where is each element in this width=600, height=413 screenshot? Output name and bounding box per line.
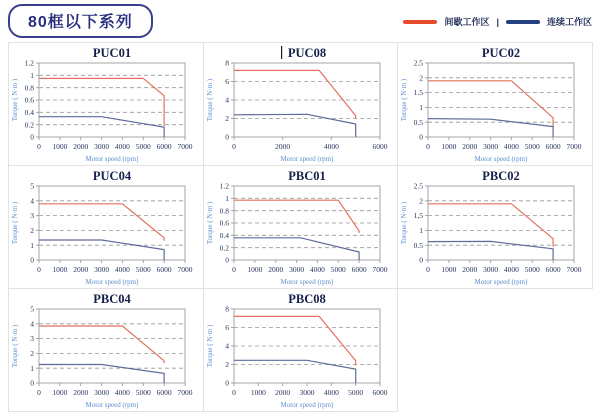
x-tick-label: 6000 — [372, 142, 388, 151]
torque-speed-chart — [204, 43, 398, 166]
chart-cell-pbc04 — [9, 289, 204, 412]
y-tick-label: 1 — [30, 70, 34, 80]
x-tick-label: 4000 — [323, 142, 339, 151]
x-tick-label: 3000 — [94, 142, 110, 151]
x-tick-label: 3000 — [288, 265, 304, 274]
x-tick-label: 3000 — [483, 142, 499, 151]
x-tick-label: 2000 — [462, 265, 478, 274]
legend — [403, 15, 592, 28]
y-tick-label: 0 — [224, 378, 229, 388]
chart-cell-puc01 — [9, 43, 204, 166]
x-tick-label: 5000 — [347, 388, 363, 397]
curve — [234, 316, 356, 365]
x-tick-label: 5000 — [330, 265, 346, 274]
y-tick-label: 0 — [419, 255, 424, 265]
chart-cell-pbc01 — [204, 166, 399, 289]
x-tick-label: 7000 — [566, 142, 582, 151]
continuous-zone-swatch — [506, 20, 540, 24]
y-axis-label: Torque ( N·m ) — [11, 201, 19, 245]
y-tick-label: 1 — [30, 363, 34, 373]
y-tick-label: 6 — [224, 77, 229, 87]
x-tick-label: 2000 — [73, 265, 89, 274]
y-tick-label: 1.2 — [219, 181, 229, 191]
x-tick-label: 3000 — [94, 265, 110, 274]
torque-speed-chart — [9, 43, 203, 166]
y-tick-label: 4 — [224, 341, 229, 351]
y-tick-label: 0.6 — [219, 218, 229, 228]
x-tick-label: 2000 — [274, 388, 290, 397]
x-tick-label: 4000 — [114, 142, 130, 151]
y-tick-label: 8 — [224, 58, 229, 68]
x-tick-label: 5000 — [525, 265, 541, 274]
x-tick-label: 0 — [231, 142, 236, 151]
y-tick-label: 5 — [30, 304, 34, 314]
chart-grid — [8, 42, 593, 412]
torque-speed-chart — [204, 289, 398, 412]
y-tick-label: 2 — [30, 226, 34, 235]
x-tick-label: 0 — [37, 388, 41, 397]
y-tick-label: 2.5 — [413, 58, 424, 68]
x-tick-label: 6000 — [545, 265, 561, 274]
x-tick-label: 2000 — [462, 142, 478, 151]
curve — [39, 326, 164, 363]
x-tick-label: 6000 — [156, 265, 172, 274]
x-tick-label: 0 — [426, 142, 431, 151]
x-tick-label: 1000 — [52, 142, 68, 151]
x-tick-label: 5000 — [525, 142, 541, 151]
x-tick-label: 2000 — [274, 142, 290, 151]
x-tick-label: 6000 — [545, 142, 561, 151]
x-tick-label: 0 — [231, 265, 236, 274]
y-tick-label: 0.2 — [219, 243, 229, 253]
y-tick-label: 0 — [224, 255, 229, 265]
x-tick-label: 5000 — [135, 388, 151, 397]
y-tick-label: 1,5 — [413, 211, 424, 221]
x-tick-label: 1000 — [250, 388, 266, 397]
chart-title: PBC02 — [482, 169, 521, 183]
y-tick-label: 0.8 — [219, 206, 229, 216]
y-tick-label: 5 — [30, 181, 34, 191]
torque-speed-chart — [398, 43, 592, 166]
chart-cell-puc08 — [204, 43, 399, 166]
plot-border — [39, 309, 185, 383]
x-tick-label: 6000 — [351, 265, 367, 274]
y-tick-label: 4 — [30, 196, 34, 206]
x-tick-label: 2000 — [73, 388, 89, 397]
y-axis-label: Torque ( N·m ) — [400, 201, 409, 245]
x-tick-label: 6000 — [156, 388, 172, 397]
x-tick-label: 4000 — [504, 265, 520, 274]
curve — [428, 204, 553, 247]
x-axis-label: Motor speed (rpm) — [474, 278, 528, 286]
x-tick-label: 4000 — [323, 388, 339, 397]
x-tick-label: 7000 — [177, 265, 193, 274]
x-tick-label: 5000 — [135, 142, 151, 151]
chart-cell-pbc08 — [204, 289, 399, 412]
x-tick-label: 0 — [37, 265, 41, 274]
y-tick-label: 3 — [30, 211, 34, 221]
chart-title: PBC01 — [287, 169, 326, 183]
y-tick-label: 1 — [30, 240, 34, 250]
y-tick-label: 0.5 — [413, 117, 424, 127]
y-tick-label: 1 — [419, 226, 424, 235]
y-tick-label: 0.6 — [24, 95, 34, 105]
x-tick-label: 3000 — [483, 265, 499, 274]
y-tick-label: 0.5 — [413, 240, 424, 250]
x-tick-label: 1000 — [52, 265, 68, 274]
empty-cell — [398, 289, 593, 412]
y-tick-label: 1 — [419, 103, 424, 112]
y-tick-label: 6 — [224, 323, 229, 333]
curve — [39, 204, 164, 241]
x-axis-label: Motor speed (rpm) — [85, 155, 139, 163]
x-tick-label: 6000 — [156, 142, 172, 151]
x-axis-label: Motor speed (rpm) — [85, 278, 139, 286]
y-tick-label: 8 — [224, 304, 229, 314]
y-tick-label: 0.8 — [24, 83, 34, 93]
series-title-badge — [8, 4, 153, 38]
y-tick-label: 0 — [30, 132, 34, 142]
y-tick-label: 3 — [30, 334, 34, 344]
x-tick-label: 7000 — [566, 265, 582, 274]
curve — [39, 240, 164, 260]
x-tick-label: 7000 — [372, 265, 388, 274]
y-axis-label: Torque ( N·m ) — [205, 201, 214, 245]
torque-speed-chart — [9, 166, 203, 289]
continuous-zone-label: 连续工作区 — [546, 17, 592, 27]
curve — [234, 114, 356, 137]
x-tick-label: 2000 — [73, 142, 89, 151]
curve — [234, 70, 356, 119]
x-axis-label: Motor speed (rpm) — [280, 401, 334, 409]
x-tick-label: 7000 — [177, 388, 193, 397]
x-tick-label: 5000 — [135, 265, 151, 274]
x-tick-label: 0 — [426, 265, 431, 274]
y-tick-label: 2 — [224, 114, 229, 124]
y-tick-label: 0.4 — [219, 230, 229, 240]
y-tick-label: 2 — [419, 73, 424, 83]
chart-title: PBC08 — [287, 292, 326, 306]
y-tick-label: 0.4 — [24, 107, 34, 117]
x-tick-label: 2000 — [267, 265, 283, 274]
chart-title: PUC02 — [482, 46, 521, 60]
curve — [39, 365, 164, 384]
legend-separator: | — [496, 16, 499, 27]
x-axis-label: Motor speed (rpm) — [280, 278, 334, 286]
y-tick-label: 2 — [30, 349, 34, 358]
x-tick-label: 1000 — [441, 265, 457, 274]
chart-cell-puc04 — [9, 166, 204, 289]
intermittent-zone-swatch — [403, 20, 437, 24]
curve — [234, 200, 359, 233]
torque-speed-chart — [204, 166, 398, 289]
curve — [428, 241, 553, 260]
y-tick-label: 1.2 — [24, 58, 34, 68]
y-axis-label: Torque ( N·m ) — [205, 78, 214, 122]
text-cursor-artifact — [281, 46, 282, 59]
x-tick-label: 1000 — [441, 142, 457, 151]
x-tick-label: 3000 — [299, 388, 315, 397]
x-axis-label: Motor speed (rpm) — [280, 155, 334, 163]
page-header — [0, 0, 600, 42]
x-tick-label: 4000 — [114, 388, 130, 397]
y-tick-label: 0.2 — [24, 120, 34, 130]
x-tick-label: 1000 — [52, 388, 68, 397]
curve — [39, 78, 164, 126]
y-axis-label: Torque ( N·m ) — [400, 78, 409, 122]
x-tick-label: 0 — [231, 388, 236, 397]
chart-title: PUC01 — [92, 46, 132, 60]
chart-cell-pbc02 — [398, 166, 593, 289]
y-tick-label: 4 — [30, 319, 34, 329]
y-tick-label: 0 — [30, 378, 34, 388]
x-tick-label: 0 — [37, 142, 41, 151]
x-tick-label: 1000 — [247, 265, 263, 274]
curve — [428, 119, 553, 137]
y-axis-label: Torque ( N·m ) — [11, 324, 19, 368]
series-title: 80框以下系列 — [28, 14, 133, 31]
chart-cell-puc02 — [398, 43, 593, 166]
curve — [234, 360, 356, 383]
y-tick-label: 1.5 — [413, 88, 424, 98]
y-tick-label: 0 — [419, 132, 424, 142]
curve — [234, 238, 359, 260]
torque-speed-chart — [9, 289, 203, 412]
x-tick-label: 3000 — [94, 388, 110, 397]
intermittent-zone-label: 间歇工作区 — [444, 17, 490, 27]
y-tick-label: 2 — [419, 196, 424, 206]
y-axis-label: Torque ( N·m ) — [205, 324, 214, 368]
chart-title: PUC04 — [92, 169, 132, 183]
y-tick-label: 2.5 — [413, 181, 424, 191]
x-tick-label: 4000 — [114, 265, 130, 274]
y-tick-label: 1 — [224, 193, 229, 203]
y-axis-label: Torque ( N·m ) — [11, 78, 19, 122]
y-tick-label: 0 — [224, 132, 229, 142]
y-tick-label: 0 — [30, 255, 34, 265]
x-axis-label: Motor speed (rpm) — [474, 155, 528, 163]
x-tick-label: 4000 — [309, 265, 325, 274]
torque-speed-chart — [398, 166, 592, 289]
x-tick-label: 4000 — [504, 142, 520, 151]
curve — [39, 117, 164, 137]
x-axis-label: Motor speed (rpm) — [85, 401, 139, 409]
chart-title: PBC04 — [93, 292, 131, 306]
x-tick-label: 7000 — [177, 142, 193, 151]
x-tick-label: 6000 — [372, 388, 388, 397]
y-tick-label: 4 — [224, 95, 229, 105]
y-tick-label: 2 — [224, 360, 229, 370]
chart-title: PUC08 — [287, 46, 326, 60]
